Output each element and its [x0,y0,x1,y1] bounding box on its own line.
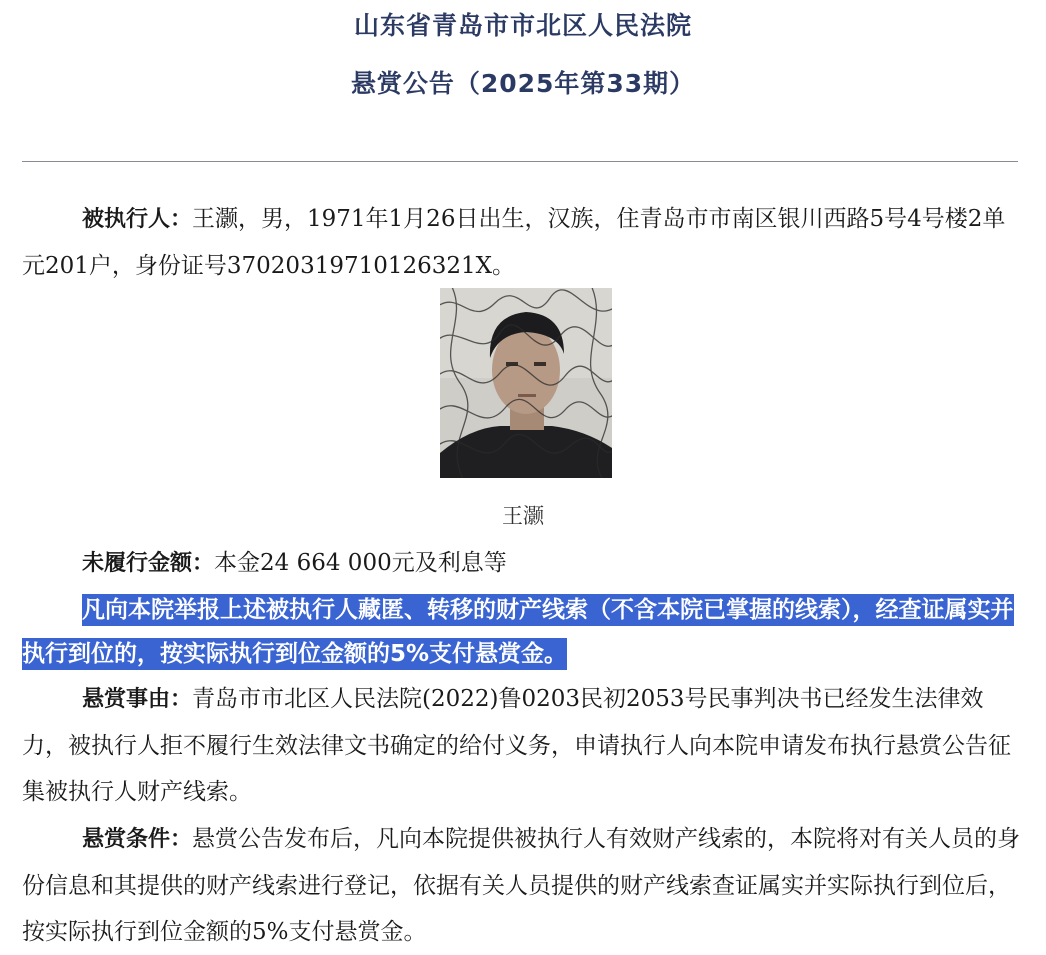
debtor-label: 被执行人： [82,207,193,232]
conditions-text: 悬赏公告发布后，凡向本院提供被执行人有效财产线索的，本院将对有关人员的身份信息和其提供的财产线索进行登记，依据有关人员提供的财产线索查证属实并实际执行到位后，按实际执行到位金额的5%支付悬赏金。 [22,826,1021,945]
conditions-paragraph [22,816,1022,955]
notice-title: 悬赏公告（2025年第33期） [350,69,696,98]
reward-highlight-paragraph [22,588,1026,676]
photo-caption: 王灏 [502,504,544,528]
amount-paragraph [22,540,1022,587]
reward-highlight-text: 凡向本院举报上述被执行人藏匿、转移的财产线索（不含本院已掌握的线索），经查证属实并执行到位的，按实际执行到位金额的5%支付悬赏金。 [22,594,1014,670]
court-name: 山东省青岛市市北区人民法院 [353,11,692,40]
reason-paragraph [22,676,1022,815]
amount-label: 未履行金额： [82,551,215,576]
reason-label: 悬赏事由： [82,687,193,712]
conditions-label: 悬赏条件： [82,827,193,852]
amount-value: 本金24 664 000元及利息等 [214,550,507,576]
header-divider [22,161,1018,162]
debtor-details: 王灏，男，1971年1月26日出生，汉族，住青岛市市南区银川西路5号4号楼2单元201户，身份证号37020319710126321X。 [22,206,1006,279]
reason-text: 青岛市市北区人民法院(2022)鲁0203民初2053号民事判决书已经发生法律效力，被执行人拒不履行生效法律文书确定的给付义务，申请执行人向本院申请发布执行悬赏公告征集被执行人财产线索。 [22,686,1011,805]
debtor-photo-image [440,288,612,478]
debtor-photo [440,288,612,478]
debtor-paragraph [22,196,1022,289]
